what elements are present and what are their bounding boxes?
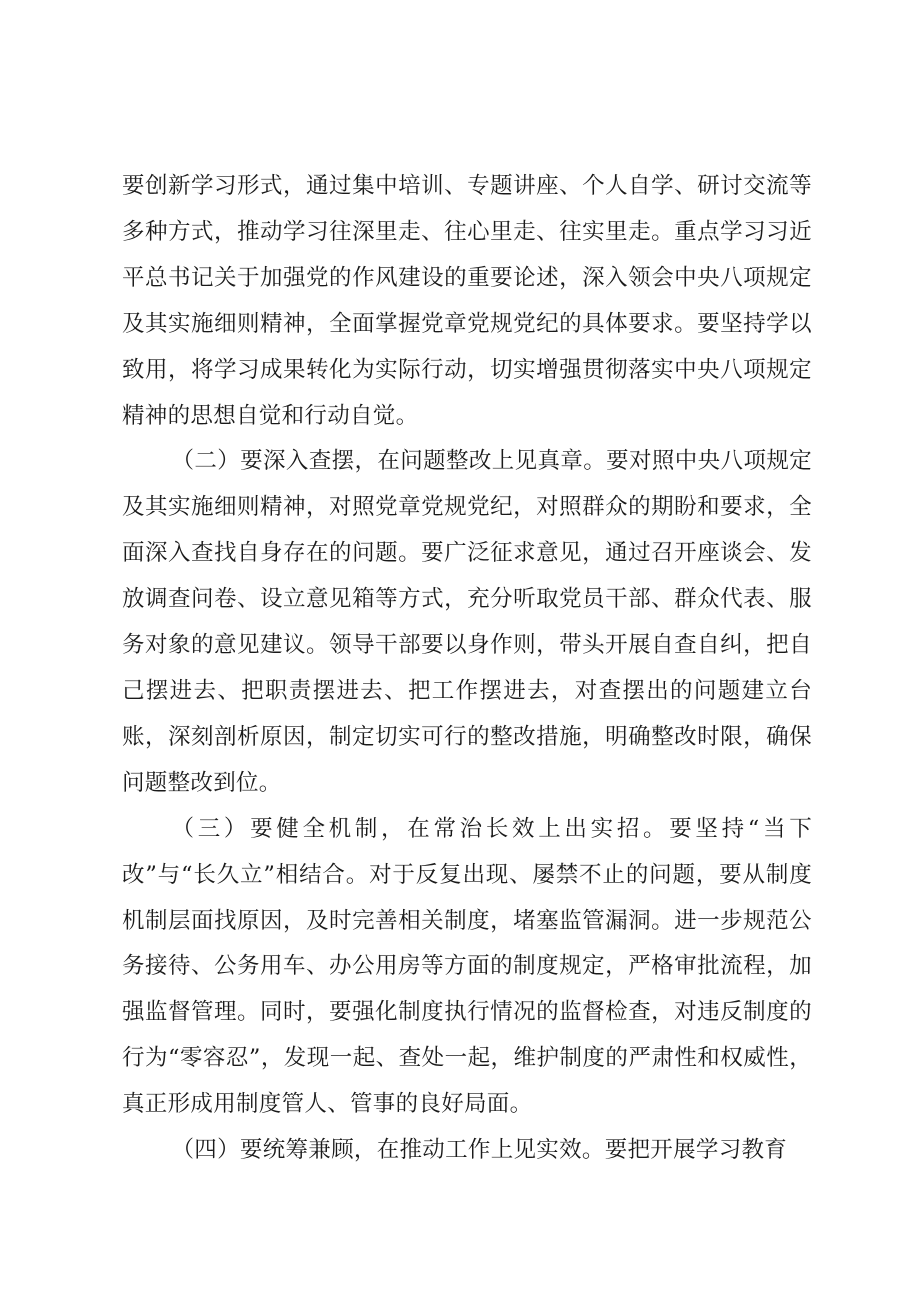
paragraph-continuation: 要创新学习形式，通过集中培训、专题讲座、个人自学、研讨交流等多种方式，推动学习往深里走、往心里走、往实里走。重点学习习近平总书记关于加强党的作风建设的重要论述，深入领会中央八项规定及其实施细则精神，全面掌握党章党规党纪的具体要求。要坚持学以致用，将学习成果转化为实际行动，切实增强贯彻落实中央八项规定精神的思想自觉和行动自觉。	[122, 173, 812, 429]
body-text	[122, 164, 812, 1174]
paragraph-section-4: （四）要统筹兼顾，在推动工作上见实效。要把开展学习教育	[171, 1137, 788, 1164]
paragraph-section-3: （三）要健全机制，在常治长效上出实招。要坚持“当下改”与“长久立”相结合。对于反复出现、屡禁不止的问题，要从制度机制层面找原因，及时完善相关制度，堵塞监管漏洞。进一步规范公务接待、公务用车、办公用房等方面的制度规定，严格审批流程，加强监督管理。同时，要强化制度执行情况的监督检查，对违反制度的行为“零容忍”，发现一起、查处一起，维护制度的严肃性和权威性，真正形成用制度管人、管事的良好局面。	[122, 815, 812, 1118]
paragraph-section-2: （二）要深入查摆，在问题整改上见真章。要对照中央八项规定及其实施细则精神，对照党章党规党纪，对照群众的期盼和要求，全面深入查找自身存在的问题。要广泛征求意见，通过召开座谈会、发放调查问卷、设立意见箱等方式，充分听取党员干部、群众代表、服务对象的意见建议。领导干部要以身作则，带头开展自查自纠，把自己摆进去、把职责摆进去、把工作摆进去，对查摆出的问题建立台账，深刻剖析原因，制定切实可行的整改措施，明确整改时限，确保问题整改到位。	[122, 448, 812, 796]
